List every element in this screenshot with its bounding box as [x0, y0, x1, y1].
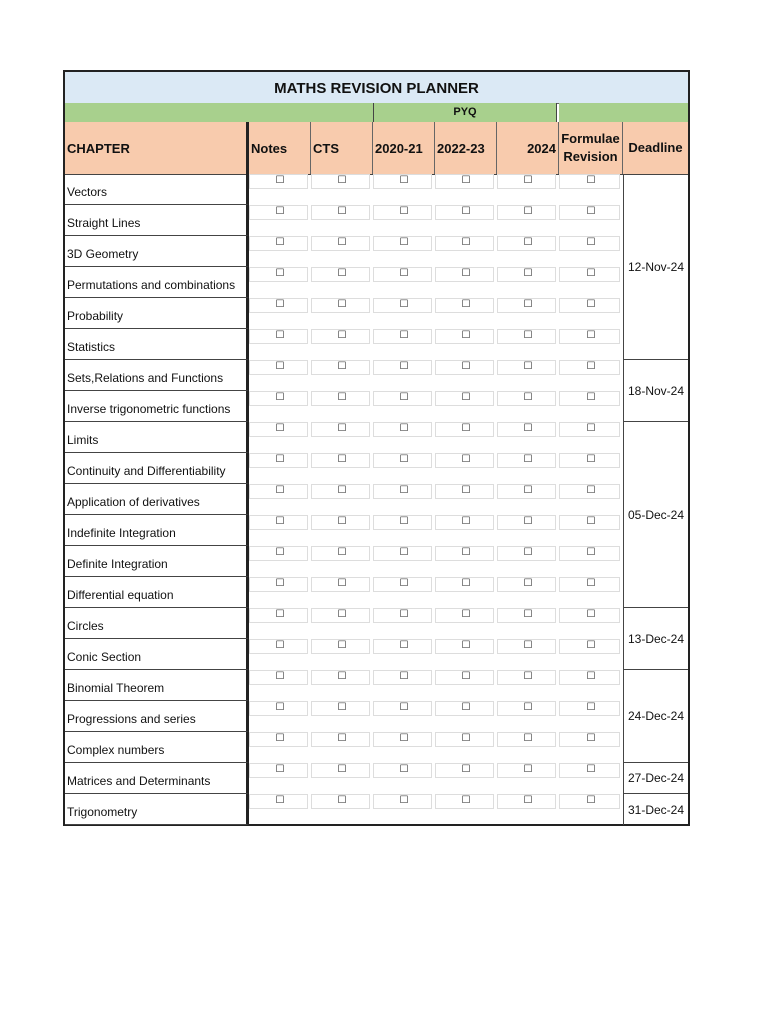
chapter-cell: Complex numbers [65, 732, 249, 763]
checkbox-icon: ☐ [399, 175, 409, 186]
header-formulae-revision [559, 122, 623, 174]
checkbox-cts[interactable] [311, 608, 373, 639]
checkbox-cts[interactable] [311, 205, 373, 236]
checkbox-2022-23[interactable] [435, 732, 497, 763]
checkbox-icon: ☐ [399, 485, 409, 496]
checkbox-icon: ☐ [523, 609, 533, 620]
checkbox-icon: ☐ [399, 795, 409, 806]
checkbox-icon: ☐ [523, 361, 533, 372]
checkbox-2022-23[interactable] [435, 577, 497, 608]
checkbox-notes[interactable] [249, 639, 311, 670]
checkbox-2024[interactable] [497, 608, 559, 639]
checkbox-2024[interactable] [497, 701, 559, 732]
checkbox-icon: ☐ [275, 640, 285, 651]
checkbox-2024[interactable] [497, 732, 559, 763]
checkbox-icon: ☐ [337, 547, 347, 558]
checkbox-2022-23[interactable] [435, 360, 497, 391]
checkbox-icon: ☐ [523, 175, 533, 186]
checkbox-formulae-revision[interactable] [559, 608, 623, 639]
checkbox-notes[interactable] [249, 515, 311, 546]
checkbox-cts[interactable] [311, 391, 373, 422]
checkbox-icon: ☐ [337, 206, 347, 217]
checkbox-2020-21[interactable] [373, 763, 435, 794]
checkbox-2020-21[interactable] [373, 670, 435, 701]
checkbox-notes[interactable] [249, 360, 311, 391]
deadline-cell: 05-Dec-24 [623, 422, 688, 608]
group-spacer-right [559, 103, 688, 122]
header-formulae-line1: Formulae [561, 131, 620, 146]
checkbox-cts[interactable] [311, 453, 373, 484]
checkbox-icon: ☐ [337, 609, 347, 620]
checkbox-2020-21[interactable] [373, 484, 435, 515]
checkbox-icon: ☐ [523, 671, 533, 682]
checkbox-2022-23[interactable] [435, 515, 497, 546]
checkbox-2022-23[interactable] [435, 794, 497, 825]
chapter-cell: Statistics [65, 329, 249, 360]
checkbox-formulae-revision[interactable] [559, 236, 623, 267]
checkbox-notes[interactable] [249, 267, 311, 298]
checkbox-2024[interactable] [497, 391, 559, 422]
checkbox-icon: ☐ [523, 268, 533, 279]
checkbox-2020-21[interactable] [373, 360, 435, 391]
checkbox-icon: ☐ [275, 578, 285, 589]
checkbox-icon: ☐ [586, 795, 596, 806]
checkbox-2020-21[interactable] [373, 298, 435, 329]
checkbox-icon: ☐ [461, 206, 471, 217]
checkbox-notes[interactable] [249, 298, 311, 329]
checkbox-icon: ☐ [461, 764, 471, 775]
checkbox-icon: ☐ [586, 454, 596, 465]
checkbox-cts[interactable] [311, 763, 373, 794]
checkbox-2020-21[interactable] [373, 174, 435, 205]
checkbox-2022-23[interactable] [435, 205, 497, 236]
checkbox-2024[interactable] [497, 515, 559, 546]
checkbox-icon: ☐ [586, 733, 596, 744]
checkbox-formulae-revision[interactable] [559, 329, 623, 360]
checkbox-icon: ☐ [337, 578, 347, 589]
checkbox-notes[interactable] [249, 670, 311, 701]
checkbox-icon: ☐ [586, 764, 596, 775]
checkbox-icon: ☐ [337, 764, 347, 775]
checkbox-icon: ☐ [461, 237, 471, 248]
checkbox-formulae-revision[interactable] [559, 763, 623, 794]
checkbox-2024[interactable] [497, 794, 559, 825]
checkbox-icon: ☐ [275, 268, 285, 279]
checkbox-icon: ☐ [523, 299, 533, 310]
deadline-cell: 31-Dec-24 [623, 794, 688, 825]
checkbox-2024[interactable] [497, 236, 559, 267]
checkbox-icon: ☐ [337, 795, 347, 806]
checkbox-formulae-revision[interactable] [559, 298, 623, 329]
checkbox-icon: ☐ [275, 547, 285, 558]
checkbox-icon: ☐ [461, 578, 471, 589]
checkbox-icon: ☐ [275, 485, 285, 496]
deadline-cell: 27-Dec-24 [623, 763, 688, 794]
checkbox-cts[interactable] [311, 794, 373, 825]
checkbox-icon: ☐ [586, 702, 596, 713]
checkbox-icon: ☐ [461, 671, 471, 682]
checkbox-icon: ☐ [337, 237, 347, 248]
checkbox-icon: ☐ [399, 237, 409, 248]
checkbox-2020-21[interactable] [373, 608, 435, 639]
checkbox-icon: ☐ [337, 671, 347, 682]
checkbox-icon: ☐ [337, 330, 347, 341]
header-notes: Notes [249, 122, 311, 174]
checkbox-icon: ☐ [399, 764, 409, 775]
checkbox-icon: ☐ [337, 423, 347, 434]
checkbox-cts[interactable] [311, 546, 373, 577]
checkbox-cts[interactable] [311, 732, 373, 763]
checkbox-icon: ☐ [275, 516, 285, 527]
checkbox-icon: ☐ [399, 206, 409, 217]
checkbox-icon: ☐ [586, 206, 596, 217]
checkbox-icon: ☐ [461, 733, 471, 744]
checkbox-icon: ☐ [337, 268, 347, 279]
checkbox-icon: ☐ [461, 423, 471, 434]
checkbox-icon: ☐ [586, 361, 596, 372]
checkbox-formulae-revision[interactable] [559, 577, 623, 608]
checkbox-2022-23[interactable] [435, 763, 497, 794]
checkbox-notes[interactable] [249, 422, 311, 453]
checkbox-icon: ☐ [399, 578, 409, 589]
deadline-cell: 13-Dec-24 [623, 608, 688, 670]
checkbox-2022-23[interactable] [435, 391, 497, 422]
checkbox-icon: ☐ [461, 361, 471, 372]
checkbox-icon: ☐ [399, 733, 409, 744]
chapter-cell: Limits [65, 422, 249, 453]
checkbox-icon: ☐ [523, 237, 533, 248]
checkbox-icon: ☐ [586, 330, 596, 341]
checkbox-icon: ☐ [523, 392, 533, 403]
checkbox-2020-21[interactable] [373, 794, 435, 825]
planner-title: MATHS REVISION PLANNER [65, 72, 688, 104]
checkbox-notes[interactable] [249, 236, 311, 267]
checkbox-notes[interactable] [249, 205, 311, 236]
checkbox-2020-21[interactable] [373, 267, 435, 298]
checkbox-icon: ☐ [586, 547, 596, 558]
checkbox-icon: ☐ [337, 640, 347, 651]
checkbox-icon: ☐ [399, 268, 409, 279]
group-header-row [65, 103, 688, 123]
checkbox-formulae-revision[interactable] [559, 546, 623, 577]
checkbox-icon: ☐ [461, 330, 471, 341]
checkbox-icon: ☐ [337, 299, 347, 310]
checkbox-icon: ☐ [399, 361, 409, 372]
group-spacer-left [65, 103, 373, 122]
checkbox-icon: ☐ [586, 237, 596, 248]
checkbox-icon: ☐ [337, 485, 347, 496]
checkbox-2024[interactable] [497, 205, 559, 236]
chapter-cell: Probability [65, 298, 249, 329]
checkbox-cts[interactable] [311, 577, 373, 608]
checkbox-cts[interactable] [311, 267, 373, 298]
checkbox-2024[interactable] [497, 422, 559, 453]
checkbox-formulae-revision[interactable] [559, 732, 623, 763]
checkbox-cts[interactable] [311, 639, 373, 670]
checkbox-icon: ☐ [586, 485, 596, 496]
chapter-cell: Continuity and Differentiability [65, 453, 249, 484]
header-deadline: Deadline [628, 140, 683, 155]
checkbox-icon: ☐ [399, 392, 409, 403]
checkbox-2024[interactable] [497, 267, 559, 298]
checkbox-2024[interactable] [497, 453, 559, 484]
checkbox-icon: ☐ [399, 671, 409, 682]
chapter-cell: Vectors [65, 174, 249, 205]
chapter-cell: Progressions and series [65, 701, 249, 732]
checkbox-icon: ☐ [275, 702, 285, 713]
checkbox-icon: ☐ [337, 516, 347, 527]
checkbox-icon: ☐ [399, 547, 409, 558]
checkbox-cts[interactable] [311, 422, 373, 453]
checkbox-icon: ☐ [337, 361, 347, 372]
checkbox-2024[interactable] [497, 577, 559, 608]
checkbox-2022-23[interactable] [435, 701, 497, 732]
checkbox-2024[interactable] [497, 670, 559, 701]
checkbox-icon: ☐ [399, 516, 409, 527]
chapter-cell: Circles [65, 608, 249, 639]
checkbox-icon: ☐ [275, 454, 285, 465]
checkbox-2024[interactable] [497, 546, 559, 577]
checkbox-2024[interactable] [497, 484, 559, 515]
checkbox-icon: ☐ [275, 764, 285, 775]
checkbox-icon: ☐ [523, 702, 533, 713]
checkbox-icon: ☐ [337, 733, 347, 744]
checkbox-notes[interactable] [249, 577, 311, 608]
checkbox-icon: ☐ [523, 764, 533, 775]
checkbox-icon: ☐ [399, 702, 409, 713]
checkbox-2020-21[interactable] [373, 236, 435, 267]
checkbox-cts[interactable] [311, 360, 373, 391]
checkbox-2022-23[interactable] [435, 546, 497, 577]
checkbox-icon: ☐ [586, 299, 596, 310]
checkbox-icon: ☐ [461, 516, 471, 527]
checkbox-notes[interactable] [249, 484, 311, 515]
checkbox-icon: ☐ [275, 175, 285, 186]
checkbox-icon: ☐ [275, 299, 285, 310]
checkbox-icon: ☐ [337, 175, 347, 186]
checkbox-2022-23[interactable] [435, 484, 497, 515]
header-chapter: CHAPTER [65, 122, 249, 174]
checkbox-icon: ☐ [399, 299, 409, 310]
checkbox-cts[interactable] [311, 515, 373, 546]
chapter-cell: Inverse trigonometric functions [65, 391, 249, 422]
chapter-cell: Differential equation [65, 577, 249, 608]
pyq-group-label: PYQ [373, 103, 557, 122]
checkbox-formulae-revision[interactable] [559, 267, 623, 298]
checkbox-icon: ☐ [461, 547, 471, 558]
checkbox-icon: ☐ [461, 454, 471, 465]
deadline-cell: 12-Nov-24 [623, 174, 688, 360]
checkbox-2022-23[interactable] [435, 422, 497, 453]
checkbox-2022-23[interactable] [435, 298, 497, 329]
checkbox-notes[interactable] [249, 391, 311, 422]
checkbox-icon: ☐ [586, 578, 596, 589]
checkbox-icon: ☐ [523, 640, 533, 651]
checkbox-formulae-revision[interactable] [559, 515, 623, 546]
chapter-cell: Binomial Theorem [65, 670, 249, 701]
checkbox-icon: ☐ [461, 299, 471, 310]
checkbox-formulae-revision[interactable] [559, 670, 623, 701]
checkbox-2020-21[interactable] [373, 701, 435, 732]
checkbox-icon: ☐ [523, 547, 533, 558]
checkbox-icon: ☐ [586, 640, 596, 651]
checkbox-2022-23[interactable] [435, 670, 497, 701]
checkbox-2024[interactable] [497, 174, 559, 205]
checkbox-notes[interactable] [249, 453, 311, 484]
checkbox-formulae-revision[interactable] [559, 484, 623, 515]
planner-body [65, 174, 688, 826]
checkbox-2024[interactable] [497, 329, 559, 360]
checkbox-notes[interactable] [249, 732, 311, 763]
checkbox-icon: ☐ [523, 206, 533, 217]
checkbox-icon: ☐ [461, 268, 471, 279]
chapter-cell: Sets,Relations and Functions [65, 360, 249, 391]
checkbox-icon: ☐ [275, 237, 285, 248]
checkbox-icon: ☐ [461, 485, 471, 496]
checkbox-cts[interactable] [311, 329, 373, 360]
checkbox-2022-23[interactable] [435, 453, 497, 484]
checkbox-icon: ☐ [523, 578, 533, 589]
header-2022-23: 2022-23 [435, 122, 497, 174]
checkbox-icon: ☐ [586, 268, 596, 279]
checkbox-formulae-revision[interactable] [559, 205, 623, 236]
checkbox-formulae-revision[interactable] [559, 794, 623, 825]
deadline-cell: 24-Dec-24 [623, 670, 688, 763]
checkbox-icon: ☐ [523, 454, 533, 465]
chapter-cell: 3D Geometry [65, 236, 249, 267]
checkbox-2024[interactable] [497, 763, 559, 794]
checkbox-icon: ☐ [275, 392, 285, 403]
checkbox-icon: ☐ [586, 609, 596, 620]
checkbox-notes[interactable] [249, 174, 311, 205]
checkbox-formulae-revision[interactable] [559, 453, 623, 484]
checkbox-icon: ☐ [523, 330, 533, 341]
checkbox-2020-21[interactable] [373, 453, 435, 484]
checkbox-2022-23[interactable] [435, 267, 497, 298]
header-cts: CTS [311, 122, 373, 174]
checkbox-icon: ☐ [586, 175, 596, 186]
checkbox-formulae-revision[interactable] [559, 174, 623, 205]
checkbox-cts[interactable] [311, 670, 373, 701]
checkbox-icon: ☐ [523, 485, 533, 496]
checkbox-icon: ☐ [461, 175, 471, 186]
deadline-cell: 18-Nov-24 [623, 360, 688, 422]
checkbox-icon: ☐ [275, 361, 285, 372]
checkbox-icon: ☐ [275, 609, 285, 620]
checkbox-2020-21[interactable] [373, 205, 435, 236]
chapter-cell: Straight Lines [65, 205, 249, 236]
checkbox-icon: ☐ [523, 795, 533, 806]
checkbox-2022-23[interactable] [435, 639, 497, 670]
header-formulae-line2: Revision [563, 149, 618, 164]
header-2020-21: 2020-21 [373, 122, 435, 174]
checkbox-cts[interactable] [311, 298, 373, 329]
checkbox-icon: ☐ [461, 702, 471, 713]
checkbox-icon: ☐ [337, 454, 347, 465]
checkbox-notes[interactable] [249, 546, 311, 577]
checkbox-icon: ☐ [461, 392, 471, 403]
checkbox-2022-23[interactable] [435, 608, 497, 639]
checkbox-icon: ☐ [275, 206, 285, 217]
checkbox-icon: ☐ [523, 733, 533, 744]
checkbox-2020-21[interactable] [373, 732, 435, 763]
chapter-cell: Conic Section [65, 639, 249, 670]
chapter-cell: Trigonometry [65, 794, 249, 825]
chapter-cell: Indefinite Integration [65, 515, 249, 546]
checkbox-icon: ☐ [586, 671, 596, 682]
checkbox-icon: ☐ [275, 671, 285, 682]
checkbox-icon: ☐ [275, 795, 285, 806]
checkbox-icon: ☐ [586, 516, 596, 527]
checkbox-icon: ☐ [275, 330, 285, 341]
checkbox-formulae-revision[interactable] [559, 701, 623, 732]
checkbox-icon: ☐ [586, 392, 596, 403]
chapter-cell: Definite Integration [65, 546, 249, 577]
checkbox-icon: ☐ [275, 733, 285, 744]
checkbox-2020-21[interactable] [373, 577, 435, 608]
checkbox-notes[interactable] [249, 763, 311, 794]
checkbox-2024[interactable] [497, 360, 559, 391]
checkbox-cts[interactable] [311, 236, 373, 267]
checkbox-formulae-revision[interactable] [559, 391, 623, 422]
checkbox-notes[interactable] [249, 701, 311, 732]
checkbox-icon: ☐ [586, 423, 596, 434]
checkbox-cts[interactable] [311, 701, 373, 732]
checkbox-icon: ☐ [461, 609, 471, 620]
checkbox-icon: ☐ [337, 392, 347, 403]
checkbox-icon: ☐ [399, 609, 409, 620]
checkbox-2020-21[interactable] [373, 422, 435, 453]
checkbox-icon: ☐ [399, 423, 409, 434]
checkbox-formulae-revision[interactable] [559, 639, 623, 670]
checkbox-icon: ☐ [523, 516, 533, 527]
revision-planner-table [63, 70, 690, 826]
checkbox-2022-23[interactable] [435, 174, 497, 205]
checkbox-icon: ☐ [461, 640, 471, 651]
checkbox-2020-21[interactable] [373, 329, 435, 360]
checkbox-icon: ☐ [399, 330, 409, 341]
chapter-cell: Matrices and Determinants [65, 763, 249, 794]
checkbox-2022-23[interactable] [435, 236, 497, 267]
checkbox-notes[interactable] [249, 329, 311, 360]
checkbox-cts[interactable] [311, 174, 373, 205]
checkbox-cts[interactable] [311, 484, 373, 515]
chapter-cell: Application of derivatives [65, 484, 249, 515]
checkbox-formulae-revision[interactable] [559, 360, 623, 391]
checkbox-icon: ☐ [523, 423, 533, 434]
column-header-row [65, 122, 688, 175]
checkbox-icon: ☐ [461, 795, 471, 806]
checkbox-2024[interactable] [497, 639, 559, 670]
checkbox-icon: ☐ [399, 640, 409, 651]
checkbox-2022-23[interactable] [435, 329, 497, 360]
checkbox-2020-21[interactable] [373, 639, 435, 670]
checkbox-icon: ☐ [275, 423, 285, 434]
checkbox-icon: ☐ [337, 702, 347, 713]
checkbox-icon: ☐ [399, 454, 409, 465]
checkbox-notes[interactable] [249, 608, 311, 639]
checkbox-notes[interactable] [249, 794, 311, 825]
checkbox-formulae-revision[interactable] [559, 422, 623, 453]
checkbox-2020-21[interactable] [373, 515, 435, 546]
checkbox-2020-21[interactable] [373, 546, 435, 577]
checkbox-2024[interactable] [497, 298, 559, 329]
chapter-cell: Permutations and combinations [65, 267, 249, 298]
checkbox-2020-21[interactable] [373, 391, 435, 422]
header-2024: 2024 [497, 122, 559, 174]
